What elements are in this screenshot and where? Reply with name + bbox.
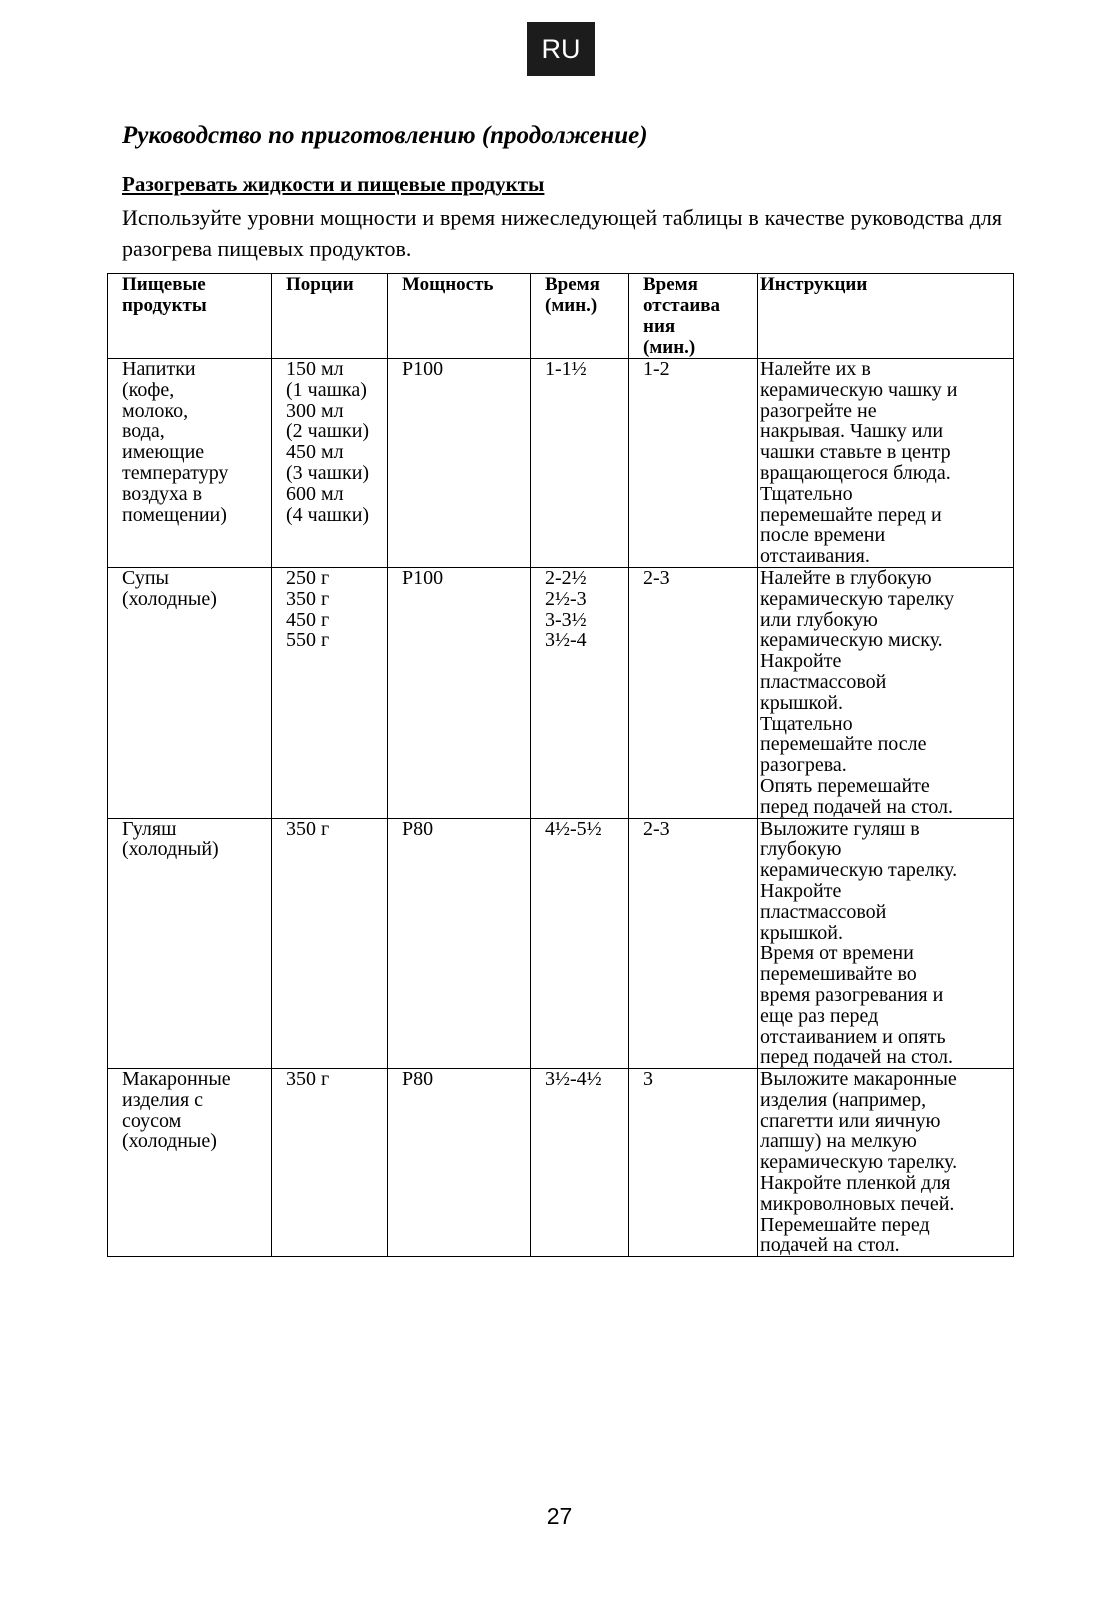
cell-food [108,1069,272,1257]
cell-line: Накройте [760,879,842,902]
cell-line: ния [643,316,676,337]
table-row [108,818,1014,1069]
cell-line: P80 [402,817,434,840]
cell-line: вода, [122,420,165,443]
cell-line: изделия (например, [760,1088,927,1111]
cell-line: 4½-5½ [545,817,602,840]
cell-line: 2½-3 [545,587,587,610]
cell-instructions [758,818,1014,1069]
reheating-guide-table [107,273,1014,1257]
cell-line: Накройте пленкой для [760,1172,951,1195]
cell-line: лапшу) на мелкую [760,1130,917,1153]
cell-line: отстаива [643,295,721,316]
cell-instructions [758,1069,1014,1257]
cell-line: 600 мл [286,482,344,505]
cell-line: подачей на стол. [760,1234,900,1257]
cell-line: 250 г [286,566,330,589]
cell-line: Выложите гуляш в [760,817,920,840]
cell-line: перемешивайте во [760,963,917,986]
cell-line: 3½-4½ [545,1068,602,1091]
cell-portions [272,1069,388,1257]
cell-line: молоко, [122,399,189,422]
cell-line: Налейте их в [760,358,871,380]
cell-line: Гуляш [122,817,177,840]
cell-line: 350 г [286,1068,330,1091]
cell-line: еще раз перед [760,1004,879,1027]
cell-line: перед подачей на стол. [760,1046,954,1069]
cell-power [388,359,531,568]
cell-line: Тщательно [760,482,853,505]
cell-line: отстаиванием и опять [760,1025,946,1048]
cell-line: изделия с [122,1088,204,1111]
cell-line: чашки ставьте в центр [760,441,951,464]
cell-line: 300 мл [286,399,344,422]
header-portions [272,274,388,359]
cell-line: глубокую [760,838,842,861]
language-badge: RU [527,22,595,76]
table-row [108,567,1014,818]
cell-line: (мин.) [643,337,696,358]
header-instructions [758,274,1014,359]
cell-instructions [758,359,1014,568]
cell-line: температуру [122,461,229,484]
table-header-row [108,274,1014,359]
header-power [388,274,531,359]
cell-standing-time [629,1069,758,1257]
cell-line: керамическую миску. [760,629,943,652]
cell-line: пластмассовой [760,900,887,923]
cell-line: или глубокую [760,608,878,631]
cell-line: после времени [760,524,886,547]
cell-line: (мин.) [545,295,598,316]
cell-line: 1-2 [643,358,670,380]
cell-time [531,1069,629,1257]
cell-line: P80 [402,1068,434,1091]
cell-line: керамическую тарелку. [760,859,958,882]
cell-line: 350 г [286,587,330,610]
cell-line: (холодный) [122,838,219,861]
cell-line: Перемешайте перед [760,1213,930,1236]
cell-line: P100 [402,358,444,380]
cell-line: разогрева. [760,754,847,777]
cell-line: Порции [286,274,354,295]
cell-line: керамическую тарелку. [760,1151,958,1174]
section-heading: Разогревать жидкости и пищевые продукты [122,172,545,196]
cell-standing-time [629,359,758,568]
cell-line: Время [643,274,698,295]
header-standing-time [629,274,758,359]
cell-food [108,818,272,1069]
cell-standing-time [629,567,758,818]
cell-line: накрывая. Чашку или [760,420,944,443]
cell-line: (холодные) [122,587,217,610]
cell-line: Супы [122,566,169,589]
cell-line: (4 чашки) [286,503,370,526]
cell-line: разогрейте не [760,399,877,422]
cell-line: керамическую чашку и [760,378,958,401]
cell-line: Тщательно [760,712,853,735]
cell-line: спагетти или яичную [760,1109,941,1132]
header-time [531,274,629,359]
cell-line: соусом [122,1109,182,1132]
cell-line: продукты [122,295,207,316]
cell-line: пластмассовой [760,670,887,693]
cell-time [531,359,629,568]
cell-portions [272,567,388,818]
cell-instructions [758,567,1014,818]
cell-power [388,818,531,1069]
cell-time [531,818,629,1069]
cell-line: Пищевые [122,274,206,295]
cell-line: крышкой. [760,691,843,714]
cell-line: крышкой. [760,921,843,944]
cell-line: (3 чашки) [286,461,370,484]
cell-line: (2 чашки) [286,420,370,443]
cell-line: микроволновых печей. [760,1192,955,1215]
cell-portions [272,818,388,1069]
cell-line: (кофе, [122,378,175,401]
cell-line: Налейте в глубокую [760,566,932,589]
cell-line: 350 г [286,817,330,840]
cell-line: (1 чашка) [286,378,367,401]
cell-line: 3½-4 [545,629,587,652]
cell-line: 3 [643,1068,653,1091]
header-food [108,274,272,359]
cell-line: вращающегося блюда. [760,461,951,484]
table-row [108,1069,1014,1257]
cell-line: 450 г [286,608,330,631]
cell-line: 2-3 [643,817,670,840]
cell-line: (холодные) [122,1130,217,1153]
cell-food [108,567,272,818]
cell-line: P100 [402,566,444,589]
cell-line: перед подачей на стол. [760,795,954,818]
cell-line: Время [545,274,600,295]
cell-line: отстаивания. [760,545,870,568]
cell-portions [272,359,388,568]
cell-line: 1-1½ [545,358,587,380]
cell-line: 2-3 [643,566,670,589]
cell-time [531,567,629,818]
cell-line: 2-2½ [545,566,587,589]
cell-food [108,359,272,568]
cell-line: Опять перемешайте [760,774,930,797]
page-number: 27 [546,1503,573,1529]
cell-line: перемешайте после [760,733,927,756]
section-intro: Используйте уровни мощности и время нижеследующей таблицы в качестве руководства для разогрева пищевых продуктов. [122,205,1002,261]
cell-line: Выложите макаронные [760,1068,957,1091]
cell-line: воздуха в [122,482,203,505]
cell-line: имеющие [122,441,205,464]
cell-line: помещении) [122,503,227,526]
cell-line: время разогревания и [760,983,944,1006]
page-title: Руководство по приготовлению (продолжение) [122,122,648,149]
cell-standing-time [629,818,758,1069]
cell-line: Напитки [122,358,196,380]
cell-line: Накройте [760,650,842,673]
cell-line: 3-3½ [545,608,587,631]
table-row [108,359,1014,568]
cell-power [388,1069,531,1257]
cell-line: керамическую тарелку [760,587,955,610]
cell-line: перемешайте перед и [760,503,942,526]
cell-line: 550 г [286,629,330,652]
cell-line: 150 мл [286,358,344,380]
cell-line: Инструкции [760,274,868,295]
cell-line: Время от времени [760,942,914,965]
cell-line: Макаронные [122,1068,231,1091]
cell-line: Мощность [402,274,494,295]
cell-line: 450 мл [286,441,344,464]
cell-power [388,567,531,818]
